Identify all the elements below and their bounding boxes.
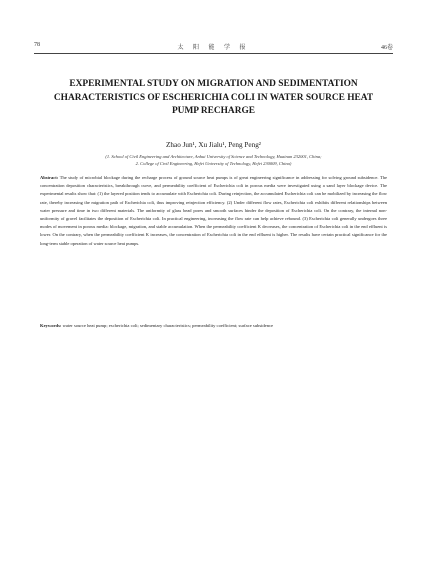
affiliation-1: (1. School of Civil Engineering and Architecture, Anhui University of Science and Technology, Huainan 232001, China;: [105, 154, 322, 159]
volume-label: 46卷: [380, 45, 393, 51]
author-list: Zhao Jun¹, Xu Jialu¹, Peng Peng²: [166, 141, 261, 149]
abstract-label: Abstract:: [40, 175, 59, 180]
keywords: [40, 322, 387, 330]
keywords-text: water source heat pump; escherichia coli; sedimentary characteristics; permeability coefficient; surface subsidence: [62, 323, 274, 328]
paper-title: EXPERIMENTAL STUDY ON MIGRATION AND SEDIMENTATION CHARACTERISTICS OF ESCHERICHIA COLI IN WATER SOURCE HEAT PUMP RECHARGE: [53, 79, 374, 116]
page-number: 78: [34, 42, 40, 48]
header-rule: [34, 53, 393, 54]
abstract: [40, 174, 387, 248]
affiliation-2: 2. College of Civil Engineering, Hefei University of Technology, Hefei 230009, China): [135, 161, 292, 166]
affiliations: [0, 153, 427, 167]
abstract-text: The study of microbial blockage during the recharge process of ground source heat pumps is of great engineering significance in addressing for solving ground subsidence. The concentration deposition characteristics, breakthrough curve, and permeability coefficient of Escherichia coli in porous media were investigated using a sand layer blockage device. The experimental results show that: (1) the layered position tends to accumulate with Escherichia coli. During reinjection, the accumulated Escherichia coli can be mobilized by increasing the flow rate, thereby increasing the migration path of Escherichia coli, thus improving reinjection efficiency. (2) Under different flow rates, Escherichia coli exhibits different relationships between water pressure and time in two different materials. The uniformity of glass bead pores and smooth surfaces hinder the deposition of Escherichia coli. On the contrary, the internal non-uniformity of gravel facilitates the deposition of Escherichia coli. In practical engineering, increasing the flow rate can help achieve rebound. (3) Escherichia coli generally undergoes three modes of movement in porous media: blockage, migration, and stable accumulation. When the permeability coefficient K decreases, the concentration of Escherichia coli in the end effluent is lower. On the contrary, when the permeability coefficient K increases, the concentration of Escherichia coli in the end effluent is higher. The results have certain practical significance for the long-term stable operation of water source heat pumps.: [40, 175, 388, 246]
journal-name: 太 阳 能 学 报: [177, 45, 250, 51]
running-header: [34, 42, 393, 52]
keywords-label: Keywords:: [40, 323, 62, 328]
